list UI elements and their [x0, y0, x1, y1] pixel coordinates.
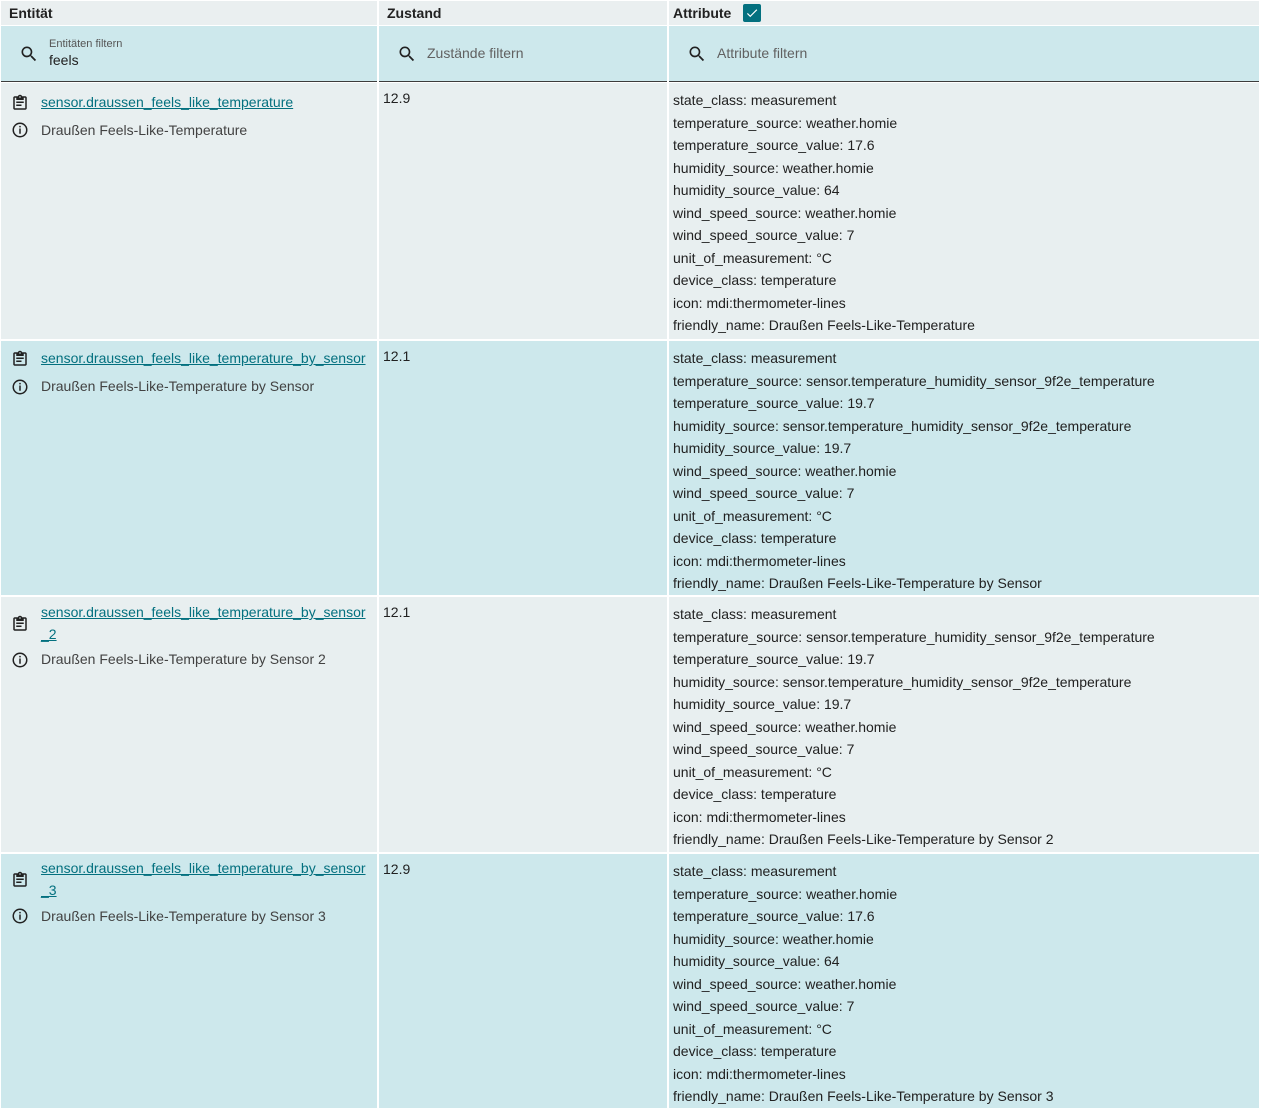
table-row [0, 597, 1263, 852]
attribute-item: temperature_source_value: 17.6 [673, 908, 875, 924]
attribute-item: humidity_source_value: 64 [673, 953, 840, 969]
search-icon [397, 44, 417, 64]
entity-friendly-name: Draußen Feels-Like-Temperature by Sensor 2 [41, 651, 326, 667]
attribute-item: wind_speed_source: weather.homie [673, 204, 897, 221]
state-filter-field[interactable] [379, 26, 667, 82]
attribute-item: device_class: temperature [673, 530, 837, 546]
filter-row [0, 26, 1263, 82]
state-cell [379, 854, 667, 1108]
attribute-list [673, 347, 1155, 595]
info-icon[interactable] [11, 907, 29, 925]
attribute-item: temperature_source: weather.homie [673, 114, 898, 131]
copy-clipboard-icon[interactable] [11, 94, 29, 112]
attribute-list [673, 89, 975, 337]
attribute-item: wind_speed_source: weather.homie [673, 462, 897, 479]
info-icon[interactable] [11, 378, 29, 396]
attribute-item: unit_of_measurement: °C [673, 1020, 832, 1037]
entity-cell [1, 854, 377, 1108]
attribute-item: device_class: temperature [673, 1043, 837, 1059]
entity-filter-field[interactable] [1, 26, 377, 82]
checkmark-icon [745, 6, 759, 20]
state-value: 12.9 [383, 90, 411, 106]
attributes-header-label: Attribute [673, 5, 732, 21]
attribute-item: wind_speed_source_value: 7 [673, 485, 855, 501]
entity-cell [1, 597, 377, 852]
copy-clipboard-icon[interactable] [11, 350, 29, 368]
entity-id-link[interactable]: sensor.draussen_feels_like_temperature_by_sensor_2 [41, 604, 366, 642]
attribute-item: friendly_name: Draußen Feels-Like-Temperature by Sensor 3 [673, 1088, 1054, 1104]
state-cell [379, 597, 667, 852]
attribute-item: humidity_source_value: 64 [673, 182, 840, 198]
state-cell [379, 83, 667, 339]
state-value: 12.9 [383, 861, 411, 877]
table-row [0, 854, 1263, 1108]
attribute-item: temperature_source: weather.homie [673, 885, 898, 902]
attribute-item: icon: mdi:thermometer-lines [673, 552, 846, 569]
table-row [0, 341, 1263, 595]
entity-id-link[interactable]: sensor.draussen_feels_like_temperature_by_sensor [41, 350, 366, 366]
entity-column-header: Entität [1, 1, 377, 25]
attributes-cell [669, 83, 1259, 339]
attributes-cell [669, 854, 1259, 1108]
attribute-item: wind_speed_source: weather.homie [673, 975, 897, 992]
attributes-toggle-checkbox[interactable] [743, 4, 761, 22]
attribute-item: device_class: temperature [673, 786, 837, 802]
attributes-cell [669, 341, 1259, 595]
attribute-item: temperature_source_value: 17.6 [673, 137, 875, 153]
attribute-item: device_class: temperature [673, 272, 837, 288]
attribute-item: state_class: measurement [673, 350, 837, 366]
entity-cell [1, 341, 377, 595]
attribute-item: state_class: measurement [673, 863, 837, 879]
attribute-item: friendly_name: Draußen Feels-Like-Temperature by Sensor [673, 575, 1042, 591]
attribute-item: state_class: measurement [673, 92, 837, 108]
attribute-list [673, 860, 1054, 1108]
attribute-item: temperature_source_value: 19.7 [673, 651, 875, 667]
attributes-filter-input[interactable]: Attribute filtern [717, 45, 808, 61]
attribute-item: wind_speed_source_value: 7 [673, 227, 855, 243]
entity-id-link[interactable]: sensor.draussen_feels_like_temperature_by_sensor_3 [41, 860, 366, 898]
attribute-item: friendly_name: Draußen Feels-Like-Temperature by Sensor 2 [673, 831, 1054, 847]
info-icon[interactable] [11, 121, 29, 139]
attribute-item: unit_of_measurement: °C [673, 763, 832, 780]
attribute-item: unit_of_measurement: °C [673, 507, 832, 524]
attribute-item: humidity_source: weather.homie [673, 930, 874, 947]
entity-filter-input[interactable]: feels [49, 52, 79, 68]
attribute-item: temperature_source: sensor.temperature_humidity_sensor_9f2e_temperature [673, 628, 1155, 645]
state-filter-input[interactable]: Zustände filtern [427, 45, 524, 61]
attribute-item: wind_speed_source: weather.homie [673, 718, 897, 735]
attribute-item: friendly_name: Draußen Feels-Like-Temperature [673, 317, 975, 333]
state-column-header: Zustand [379, 1, 667, 25]
attribute-item: humidity_source: sensor.temperature_humidity_sensor_9f2e_temperature [673, 673, 1132, 690]
search-icon [687, 44, 707, 64]
attribute-item: temperature_source_value: 19.7 [673, 395, 875, 411]
attribute-item: wind_speed_source_value: 7 [673, 998, 855, 1014]
state-cell [379, 341, 667, 595]
table-row [0, 83, 1263, 339]
attribute-item: humidity_source: weather.homie [673, 159, 874, 176]
attribute-item: unit_of_measurement: °C [673, 249, 832, 266]
attributes-column-header [669, 1, 1259, 25]
attribute-item: temperature_source: sensor.temperature_humidity_sensor_9f2e_temperature [673, 372, 1155, 389]
attribute-item: wind_speed_source_value: 7 [673, 741, 855, 757]
state-value: 12.1 [383, 604, 411, 620]
copy-clipboard-icon[interactable] [11, 871, 29, 889]
entity-friendly-name: Draußen Feels-Like-Temperature by Sensor [41, 378, 315, 394]
attribute-item: icon: mdi:thermometer-lines [673, 1065, 846, 1082]
entity-friendly-name: Draußen Feels-Like-Temperature by Sensor 3 [41, 908, 326, 924]
attributes-cell [669, 597, 1259, 852]
attributes-filter-field[interactable] [669, 26, 1259, 82]
copy-clipboard-icon[interactable] [11, 615, 29, 633]
table-header [0, 0, 1263, 25]
attribute-list [673, 603, 1155, 851]
entity-id-link[interactable]: sensor.draussen_feels_like_temperature [41, 94, 294, 110]
search-icon [19, 44, 39, 64]
attribute-item: icon: mdi:thermometer-lines [673, 808, 846, 825]
attribute-item: humidity_source_value: 19.7 [673, 440, 852, 456]
info-icon[interactable] [11, 651, 29, 669]
entity-friendly-name: Draußen Feels-Like-Temperature [41, 122, 248, 138]
attribute-item: humidity_source_value: 19.7 [673, 696, 852, 712]
attribute-item: state_class: measurement [673, 606, 837, 622]
entity-filter-label: Entitäten filtern [49, 38, 123, 50]
entity-cell [1, 83, 377, 339]
state-value: 12.1 [383, 348, 411, 364]
attribute-item: icon: mdi:thermometer-lines [673, 294, 846, 311]
attribute-item: humidity_source: sensor.temperature_humidity_sensor_9f2e_temperature [673, 417, 1132, 434]
